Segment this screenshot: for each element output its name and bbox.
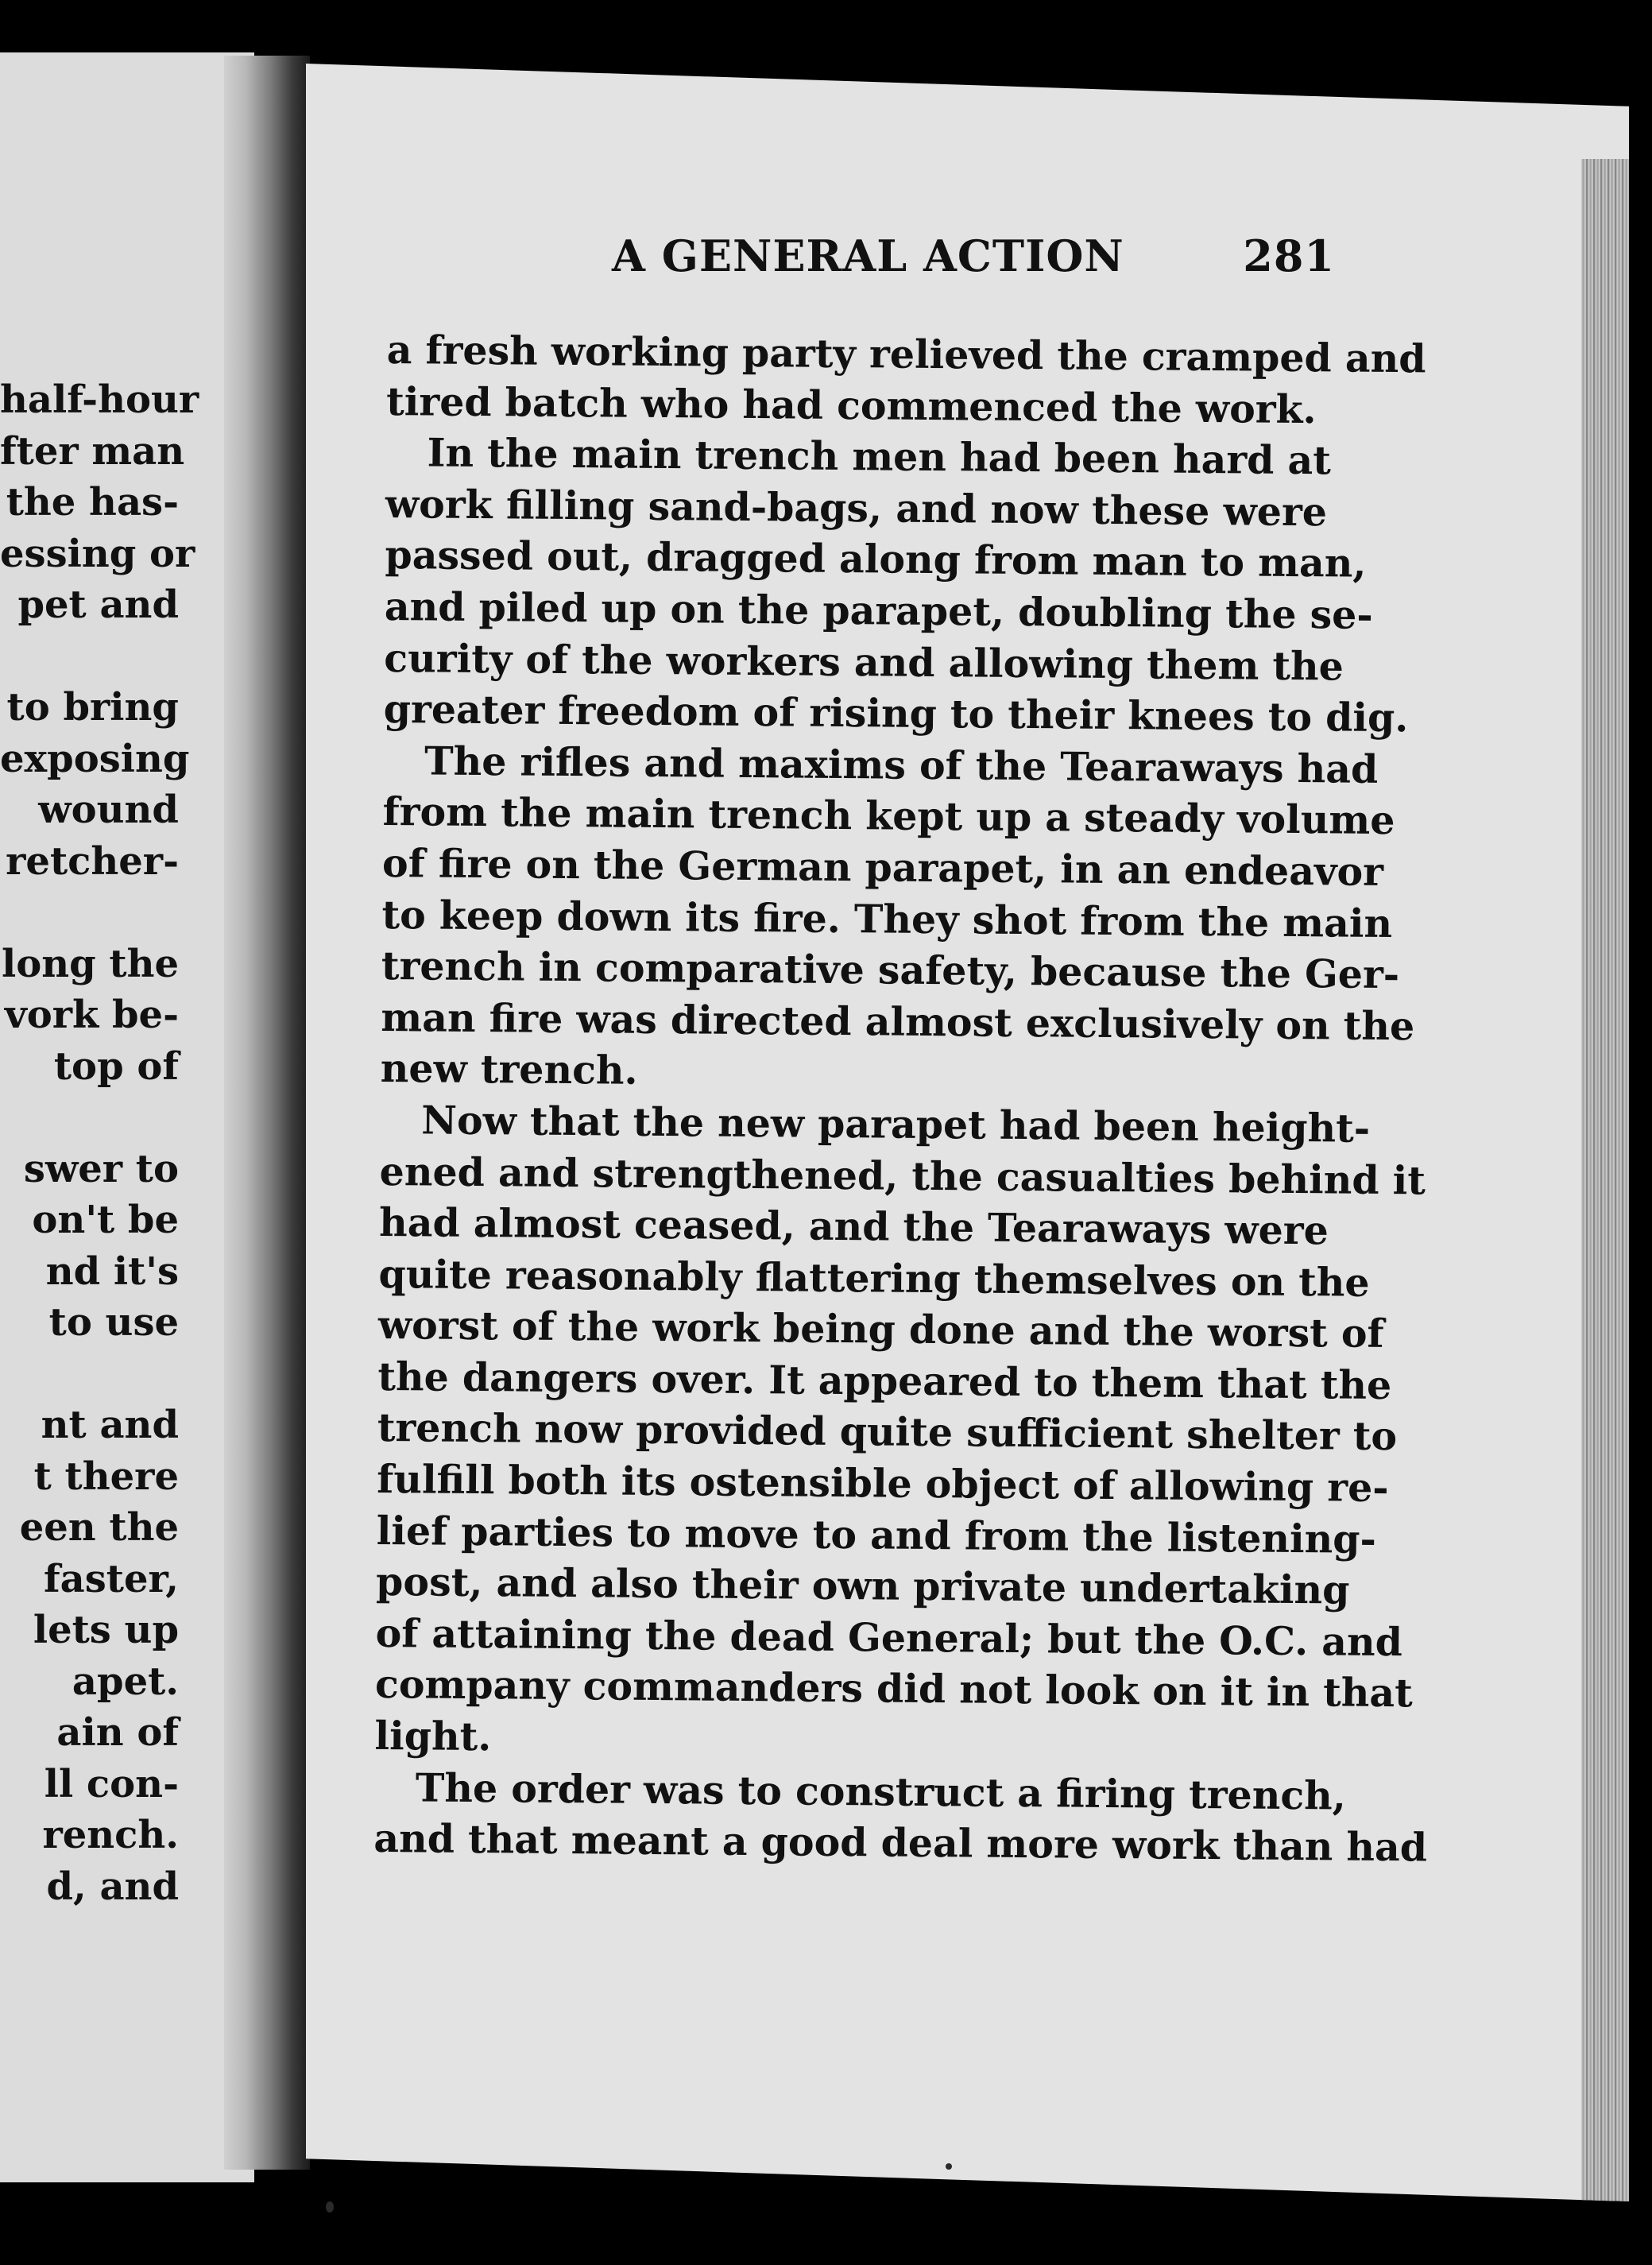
body-line: man fire was directed almost exclusively on the bbox=[381, 993, 1415, 1050]
left-page-gap bbox=[0, 1349, 179, 1400]
body-line: new trench. bbox=[380, 1045, 638, 1094]
body-line: and that meant a good deal more work than had bbox=[373, 1815, 1428, 1871]
body-text bbox=[373, 324, 1428, 1872]
body-line: to keep down its fire. They shot from the main bbox=[381, 891, 1393, 947]
left-page-line: d, and bbox=[46, 1864, 179, 1909]
left-page-line: t there bbox=[33, 1454, 179, 1499]
body-line: of attaining the dead General; but the O.C. and bbox=[375, 1609, 1403, 1666]
body-line: company commanders did not look on it in that bbox=[374, 1661, 1414, 1717]
left-page-line: nd it's bbox=[45, 1249, 179, 1294]
body-line: quite reasonably flattering themselves on the bbox=[378, 1250, 1370, 1306]
running-head bbox=[596, 230, 1335, 294]
left-page-line: retcher- bbox=[6, 838, 179, 884]
left-page-line: fter man bbox=[0, 428, 185, 474]
left-page-line: ain of bbox=[56, 1710, 179, 1755]
body-line: trench in comparative safety, because the Ger- bbox=[381, 943, 1400, 998]
left-page-line: to use bbox=[48, 1300, 179, 1345]
left-page-gap bbox=[0, 887, 179, 939]
left-page-line: to bring bbox=[6, 685, 179, 730]
left-page-line: faster, bbox=[44, 1556, 179, 1601]
left-page-gap bbox=[0, 1092, 179, 1144]
page-edge-stack bbox=[1581, 159, 1629, 2265]
body-line: greater freedom of rising to their knees to dig. bbox=[383, 686, 1409, 741]
paragraph-first-line: In the main trench men had been hard at bbox=[427, 429, 1332, 484]
book-gutter-shadow bbox=[224, 56, 310, 2170]
body-line: fulfill both its ostensible object of allowing re- bbox=[377, 1456, 1389, 1512]
body-line: from the main trench kept up a steady volume bbox=[382, 788, 1395, 844]
scan-speck bbox=[326, 2201, 334, 2213]
body-line: lief parties to move to and from the listening- bbox=[376, 1507, 1377, 1562]
running-head-title: A GENERAL ACTION bbox=[612, 230, 1124, 281]
left-page-line: long the bbox=[1, 941, 179, 986]
left-page-line: een the bbox=[19, 1505, 179, 1550]
left-page-text bbox=[0, 374, 199, 1912]
left-page-line: half-hour bbox=[0, 378, 199, 422]
body-line: had almost ceased, and the Tearaways were bbox=[378, 1199, 1329, 1254]
left-page-gap bbox=[0, 631, 179, 683]
body-line: worst of the work being done and the worst of bbox=[377, 1302, 1384, 1357]
left-page bbox=[0, 52, 254, 2182]
left-page-line: rench. bbox=[42, 1813, 179, 1857]
left-page-line: lets up bbox=[33, 1608, 179, 1652]
body-line: post, and also their own private undertaking bbox=[375, 1558, 1350, 1613]
body-line: the dangers over. It appeared to them that the bbox=[377, 1353, 1392, 1408]
paragraph-first-line: The rifles and maxims of the Tearaways had bbox=[424, 738, 1379, 792]
paragraph-first-line: The order was to construct a firing trench, bbox=[415, 1764, 1347, 1819]
paragraph-first-line: Now that the new parapet had been height- bbox=[421, 1097, 1371, 1152]
page-number: 281 bbox=[1243, 230, 1335, 281]
body-line: a fresh working party relieved the cramped and bbox=[386, 326, 1426, 382]
left-page-line: pet and bbox=[17, 583, 179, 627]
left-page-line: top of bbox=[53, 1043, 179, 1089]
scan-speck bbox=[946, 2163, 952, 2170]
left-page-line: vork be- bbox=[4, 993, 179, 1037]
body-line: tired batch who had commenced the work. bbox=[385, 378, 1317, 432]
body-line: work filling sand-bags, and now these were bbox=[385, 480, 1328, 536]
body-line: and piled up on the parapet, doubling the se- bbox=[384, 583, 1373, 638]
left-page-line: ll con- bbox=[44, 1761, 179, 1806]
left-page-line: exposing bbox=[0, 736, 190, 781]
left-page-line: essing or bbox=[0, 531, 195, 576]
body-line: trench now provided quite sufficient shelter to bbox=[377, 1404, 1398, 1460]
left-page-line: on't be bbox=[32, 1198, 179, 1242]
body-line: passed out, dragged along from man to man, bbox=[385, 532, 1367, 587]
body-line: light. bbox=[374, 1712, 492, 1760]
body-line: curity of the workers and allowing them the bbox=[384, 634, 1344, 690]
left-page-line: swer to bbox=[23, 1146, 179, 1191]
left-page-line: apet. bbox=[72, 1659, 179, 1704]
left-page-line: the has- bbox=[6, 480, 179, 525]
left-page-line: nt and bbox=[41, 1403, 179, 1447]
body-line: of fire on the German parapet, in an endeavor bbox=[381, 839, 1384, 895]
left-page-line: wound bbox=[38, 788, 179, 832]
body-line: ened and strengthened, the casualties behind it bbox=[379, 1148, 1426, 1203]
